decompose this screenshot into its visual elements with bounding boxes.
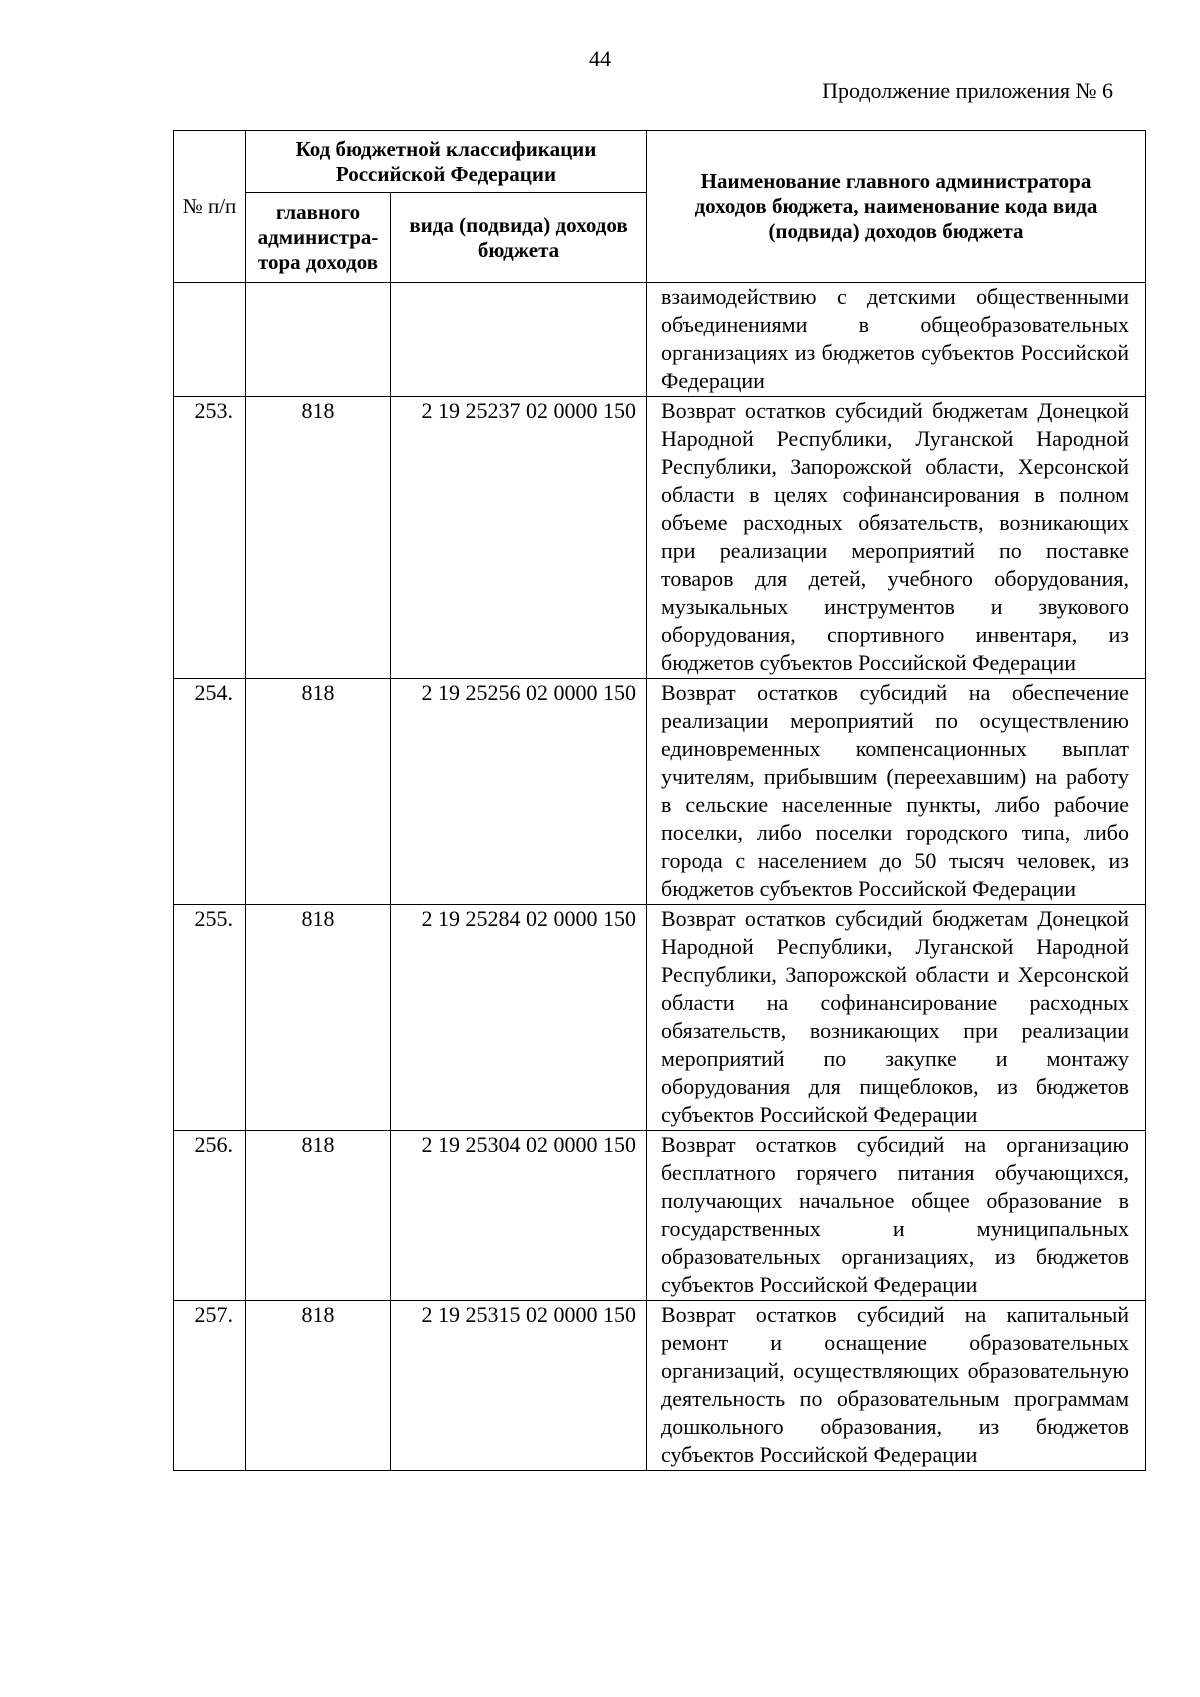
row-description: взаимодействию с детскими общественными объединениями в общеобразовательных организациях из бюджетов субъектов Российской Федерации bbox=[647, 283, 1146, 397]
header-budget-classification-code: Код бюджетной классификации Российской Федерации bbox=[246, 131, 647, 193]
row-number: 255. bbox=[174, 905, 246, 1131]
table-row bbox=[174, 397, 1146, 679]
table-row bbox=[174, 905, 1146, 1131]
header-administrator-name: Наименование главного администратора доходов бюджета, наименование кода вида (подвида) доходов бюджета bbox=[647, 131, 1146, 283]
row-administrator-code: 818 bbox=[246, 1131, 391, 1301]
row-revenue-code: 2 19 25237 02 0000 150 bbox=[391, 397, 647, 679]
row-description: Возврат остатков субсидий бюджетам Донецкой Народной Республики, Луганской Народной Республики, Запорожской области, Херсонской области в целях софинансирования в полном объеме расходных обязательств, возникающих при реализации мероприятий по поставке товаров для детей, учебного оборудования, музыкальных инструментов и звукового оборудования, спортивного инвентаря, из бюджетов субъектов Российской Федерации bbox=[647, 397, 1146, 679]
row-revenue-code: 2 19 25304 02 0000 150 bbox=[391, 1131, 647, 1301]
header-main-administrator: главного администра-тора доходов bbox=[246, 193, 391, 283]
table-row bbox=[174, 283, 1146, 397]
revenue-classification-table bbox=[173, 130, 1146, 1471]
row-number bbox=[174, 283, 246, 397]
row-administrator-code bbox=[246, 283, 391, 397]
row-revenue-code: 2 19 25284 02 0000 150 bbox=[391, 905, 647, 1131]
row-number: 257. bbox=[174, 1301, 246, 1471]
table-row bbox=[174, 1301, 1146, 1471]
row-description: Возврат остатков субсидий на капитальный ремонт и оснащение образовательных организаций, осуществляющих образовательную деятельность по образовательным программам дошкольного образования, из бюджетов субъектов Российской Федерации bbox=[647, 1301, 1146, 1471]
header-revenue-type: вида (подвида) доходов бюджета bbox=[391, 193, 647, 283]
row-revenue-code: 2 19 25315 02 0000 150 bbox=[391, 1301, 647, 1471]
row-revenue-code bbox=[391, 283, 647, 397]
row-number: 253. bbox=[174, 397, 246, 679]
row-revenue-code: 2 19 25256 02 0000 150 bbox=[391, 679, 647, 905]
row-description: Возврат остатков субсидий на организацию бесплатного горячего питания обучающихся, получающих начальное общее образование в государственных и муниципальных образовательных организациях, из бюджетов субъектов Российской Федерации bbox=[647, 1131, 1146, 1301]
header-number: № п/п bbox=[174, 131, 246, 283]
row-number: 256. bbox=[174, 1131, 246, 1301]
row-administrator-code: 818 bbox=[246, 397, 391, 679]
page-number: 44 bbox=[589, 46, 611, 71]
row-description: Возврат остатков субсидий бюджетам Донецкой Народной Республики, Луганской Народной Республики, Запорожской области и Херсонской области на софинансирование расходных обязательств, возникающих при реализации мероприятий по закупке и монтажу оборудования для пищеблоков, из бюджетов субъектов Российской Федерации bbox=[647, 905, 1146, 1131]
table-row bbox=[174, 679, 1146, 905]
row-administrator-code: 818 bbox=[246, 905, 391, 1131]
table-header bbox=[174, 131, 1146, 283]
table-row bbox=[174, 1131, 1146, 1301]
row-description: Возврат остатков субсидий на обеспечение реализации мероприятий по осуществлению единовременных компенсационных выплат учителям, прибывшим (переехавшим) на работу в сельские населенные пункты, либо рабочие поселки, либо поселки городского типа, либо города с населением до 50 тысяч человек, из бюджетов субъектов Российской Федерации bbox=[647, 679, 1146, 905]
row-administrator-code: 818 bbox=[246, 679, 391, 905]
row-administrator-code: 818 bbox=[246, 1301, 391, 1471]
table-body bbox=[174, 283, 1146, 1471]
row-number: 254. bbox=[174, 679, 246, 905]
appendix-continuation-label: Продолжение приложения № 6 bbox=[822, 78, 1113, 103]
